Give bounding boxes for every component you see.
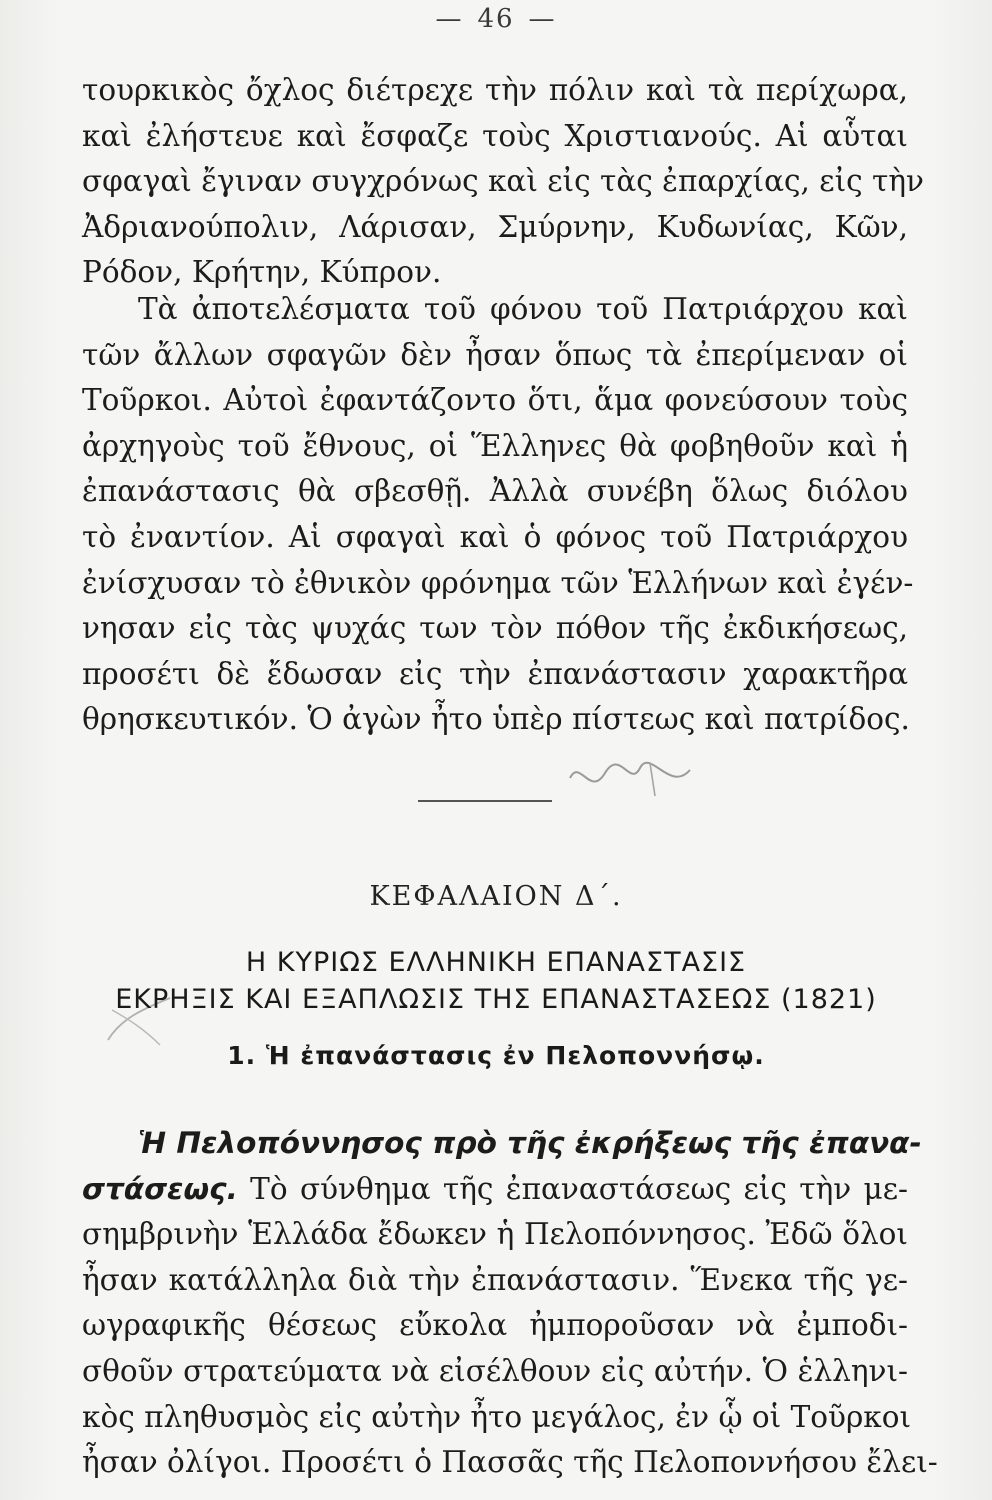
text-line: Ἀδριανούπολιν, Λάρισαν, Σμύρνην, Κυδωνίας, Κῶν, <box>82 209 908 244</box>
text-line: τουρκικὸς ὄχλος διέτρεχε τὴν πόλιν καὶ τὰ περίχωρα, <box>82 73 908 107</box>
subsection-title: 1. Ἡ ἐπανάστασις ἐν Πελοποννήσῳ. <box>227 1041 765 1070</box>
text-line: νησαν εἰς τὰς ψυχάς των τὸν πόθον τῆς ἐκδικήσεως, <box>82 611 908 646</box>
page-number-value: 46 <box>477 4 515 34</box>
text-line: ωγραφικῆς θέσεως εὔκολα ἠμποροῦσαν νὰ ἐμποδι- <box>82 1308 908 1343</box>
text-line: σφαγαὶ ἔγιναν συγχρόνως καὶ εἰς τὰς ἐπαρχίας, εἰς τὴν <box>82 164 924 199</box>
text-line <box>82 1121 922 1167</box>
text-line: Ρόδον, Κρήτην, Κύπρον. <box>82 255 442 290</box>
paragraph-heading: Ἡ Πελοπόννησος πρὸ τῆς ἐκρήξεως τῆς ἐπανα- <box>138 1126 922 1160</box>
paragraph-peloponnese <box>82 1121 938 1486</box>
text-line: τῶν ἄλλων σφαγῶν δὲν ἦσαν ὅπως τὰ ἐπερίμεναν οἱ <box>82 337 908 372</box>
section-divider <box>418 800 552 802</box>
chapter-heading: ΚΕΦΑΛΑΙΟΝ Δ΄. <box>369 881 623 912</box>
paragraph-heading-end: στάσεως. <box>82 1171 238 1206</box>
text-line: ἦσαν ὀλίγοι. Προσέτι ὁ Πασσᾶς τῆς Πελοποννήσου ἔλει- <box>82 1445 938 1480</box>
text-line: ἐπανάστασις θὰ σβεσθῇ. Ἀλλὰ συνέβη ὅλως διόλου <box>82 474 908 509</box>
text-line: σθοῦν στρατεύματα νὰ εἰσέλθουν εἰς αὐτήν. Ὁ ἑλληνι- <box>82 1353 908 1388</box>
pencil-scribble-icon <box>560 748 710 808</box>
text-line: ἀρχηγοὺς τοῦ ἔθνους, οἱ Ἕλληνες θὰ φοβηθοῦν καὶ ἡ <box>82 428 908 463</box>
text-line: προσέτι δὲ ἔδωσαν εἰς τὴν ἐπανάστασιν χαρακτῆρα <box>82 656 908 691</box>
section-title-line1: Η ΚΥΡΙΩΣ ΕΛΛΗΝΙΚΗ ΕΠΑΝΑΣΤΑΣΙΣ <box>245 947 747 978</box>
page-number: — 46 — <box>435 4 557 34</box>
section-title-line2: ΕΚΡΗΞΙΣ ΚΑΙ ΕΞΑΠΛΩΣΙΣ ΤΗΣ ΕΠΑΝΑΣΤΑΣΕΩΣ (1821) <box>115 984 877 1015</box>
paragraph-text: Τὸ σύνθημα τῆς ἐπαναστάσεως εἰς τὴν με- <box>250 1171 908 1206</box>
text-line: τὸ ἐναντίον. Αἱ σφαγαὶ καὶ ὁ φόνος τοῦ Πατριάρχου <box>82 519 908 554</box>
text-line: Τὰ ἀποτελέσματα τοῦ φόνου τοῦ Πατριάρχου καὶ <box>138 292 908 326</box>
paragraph-massacres <box>82 68 924 296</box>
text-line: κὸς πληθυσμὸς εἰς αὐτὴν ἦτο μεγάλος, ἐν ᾧ οἱ Τοῦρκοι <box>82 1399 912 1434</box>
paragraph-results <box>82 287 914 743</box>
text-line: θρησκευτικόν. Ὁ ἀγὼν ἦτο ὑπὲρ πίστεως καὶ πατρίδος. <box>82 702 910 737</box>
text-line: σημβρινὴν Ἑλλάδα ἔδωκεν ἡ Πελοπόννησος. Ἐδῶ ὅλοι <box>82 1217 908 1252</box>
text-line: Τοῦρκοι. Αὐτοὶ ἐφαντάζοντο ὅτι, ἅμα φονεύσουν τοὺς <box>82 383 908 418</box>
text-line: ἦσαν κατάλληλα διὰ τὴν ἐπανάστασιν. Ἕνεκα τῆς γε- <box>82 1262 908 1297</box>
text-line <box>82 1167 908 1213</box>
text-line: ἐνίσχυσαν τὸ ἐθνικὸν φρόνημα τῶν Ἑλλήνων καὶ ἐγέν- <box>82 565 914 600</box>
text-line: καὶ ἐλήστευε καὶ ἔσφαζε τοὺς Χριστιανούς. Αἱ αὗται <box>82 118 908 153</box>
